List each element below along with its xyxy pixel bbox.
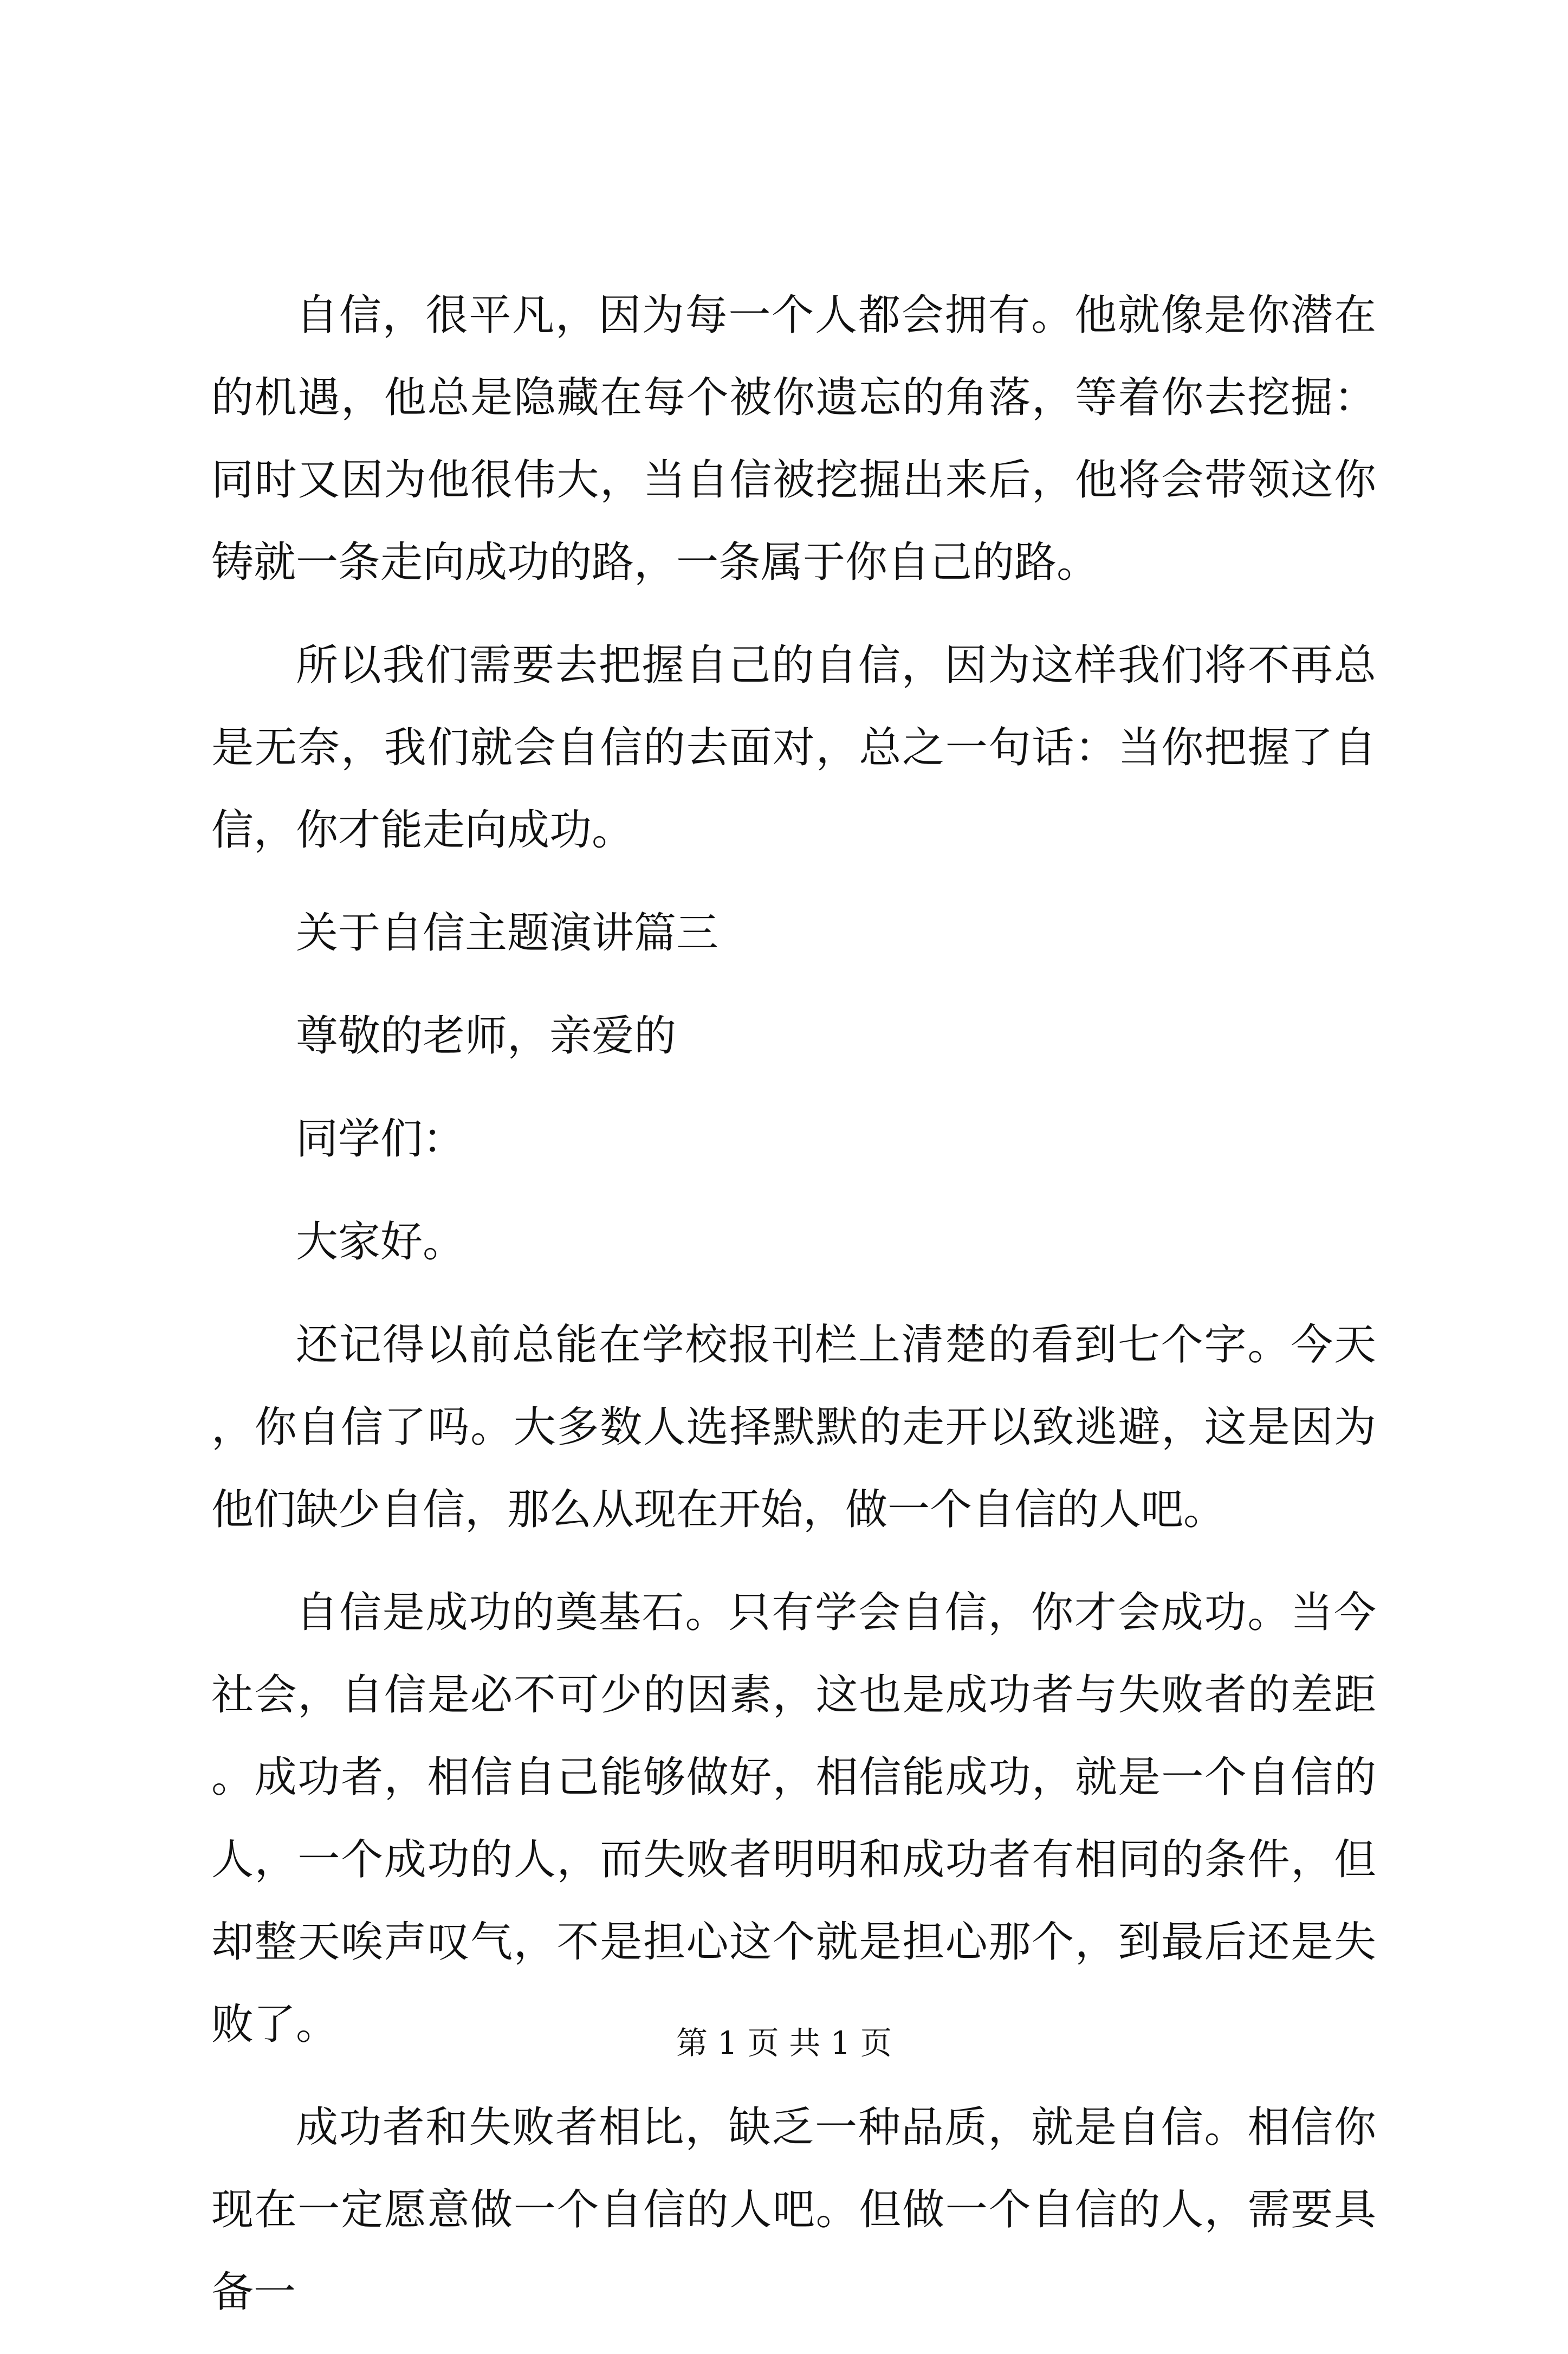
greeting-line: 大家好。 <box>296 1218 465 1266</box>
section-heading: 关于自信主题演讲篇三 <box>296 909 719 958</box>
paragraph-3: 还记得以前总能在学校报刊栏上清楚的看到七个字。今天，你自信了吗。大多数人选择默默的走开以致逃避，这是因为他们缺少自信，那么从现在开始，做一个自信的人吧。 <box>211 1321 1376 1534</box>
page-footer: 第 1 页 共 1 页 <box>676 2025 892 2061</box>
paragraph-1: 自信，很平凡，因为每一个人都会拥有。他就像是你潜在的机遇，他总是隐藏在每个被你遗忘的角落，等着你去挖掘：同时又因为他很伟大，当自信被挖掘出来后，他将会带领这你铸就一条走向成功的路，一条属于你自己的路。 <box>211 291 1376 587</box>
salutation-line-2: 同学们： <box>296 1115 465 1163</box>
paragraph-2: 所以我们需要去把握自己的自信，因为这样我们将不再总是无奈，我们就会自信的去面对，总之一句话：当你把握了自信，你才能走向成功。 <box>211 641 1376 855</box>
paragraph-4: 自信是成功的奠基石。只有学会自信，你才会成功。当今社会，自信是必不可少的因素，这也是成功者与失败者的差距。成功者，相信自己能够做好，相信能成功，就是一个自信的人，一个成功的人，而失败者明明和成功者有相同的条件，但却整天唉声叹气，不是担心这个就是担心那个，到最后还是失败了。 <box>211 1588 1376 2049</box>
salutation-line-1: 尊敬的老师，亲爱的 <box>296 1012 677 1060</box>
paragraph-5: 成功者和失败者相比，缺乏一种品质，就是自信。相信你现在一定愿意做一个自信的人吧。但做一个自信的人，需要具备一 <box>211 2103 1376 2317</box>
